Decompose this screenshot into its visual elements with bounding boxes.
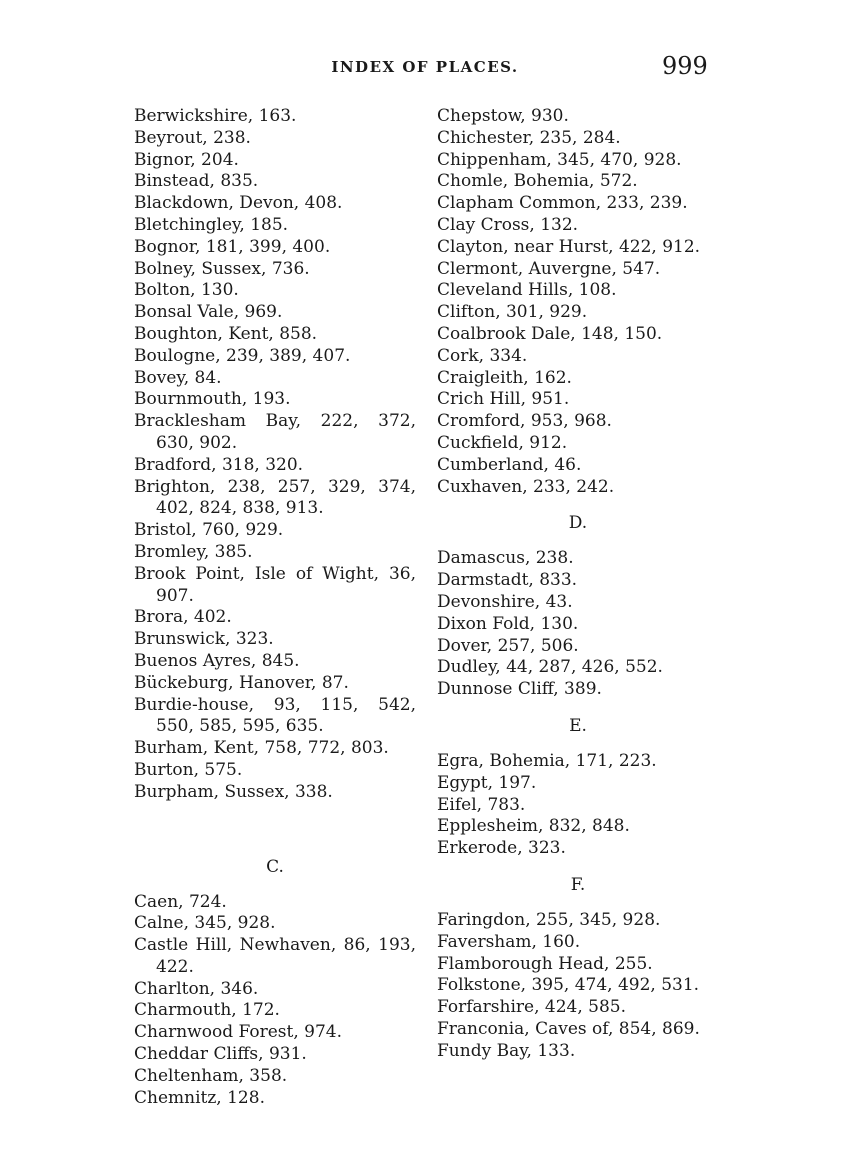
index-entry: Clermont, Auvergne, 547. [437, 258, 661, 279]
index-entry: Burpham, Sussex, 338. [134, 781, 333, 802]
index-entry: Chippenham, 345, 470, 928. [437, 149, 682, 170]
index-entry: Cromford, 953, 968. [437, 411, 612, 432]
index-entry: Fundy Bay, 133. [437, 1040, 576, 1061]
index-entry: Faringdon, 255, 345, 928. [437, 909, 661, 930]
index-entry: Dover, 257, 506. [437, 635, 579, 656]
index-entry: Dunnose Cliff, 389. [437, 679, 602, 700]
section-letter: E. [569, 715, 587, 736]
index-entry: Bracklesham Bay, 222, 372, 630, 902. [134, 411, 416, 453]
index-entry: Blackdown, Devon, 408. [134, 193, 343, 214]
index-entry: Chichester, 235, 284. [437, 127, 621, 148]
index-entry: Erkerode, 323. [437, 838, 566, 859]
index-entry: Eifel, 783. [437, 794, 526, 815]
index-entry: Bückeburg, Hanover, 87. [134, 672, 349, 693]
index-entry: Chemnitz, 128. [134, 1087, 265, 1108]
index-entry: Calne, 345, 928. [134, 913, 276, 934]
index-entry: Egypt, 197. [437, 772, 537, 793]
index-entry: Dudley, 44, 287, 426, 552. [437, 657, 663, 678]
index-entry: Cork, 334. [437, 345, 528, 366]
index-entry: Charmouth, 172. [134, 1000, 280, 1021]
section-letter: C. [266, 856, 284, 877]
index-entry: Clay Cross, 132. [437, 214, 579, 235]
index-entry: Bolton, 130. [134, 280, 239, 301]
index-entry: Bignor, 204. [134, 149, 239, 170]
index-entry: Bradford, 318, 320. [134, 454, 304, 475]
index-entry: Clifton, 301, 929. [437, 302, 588, 323]
index-entry: Charlton, 346. [134, 978, 259, 999]
index-entry: Craigleith, 162. [437, 367, 572, 388]
index-entry: Cuxhaven, 233, 242. [437, 476, 615, 497]
index-entry: Cheddar Cliffs, 931. [134, 1044, 307, 1065]
section-letter: F. [570, 874, 586, 895]
index-entry: Clapham Common, 233, 239. [437, 193, 688, 214]
index-entry: Cleveland Hills, 108. [437, 280, 617, 301]
index-entry: Damascus, 238. [437, 548, 574, 569]
index-entry: Bolney, Sussex, 736. [134, 258, 310, 279]
index-entry: Epplesheim, 832, 848. [437, 816, 630, 837]
page-number: 999 [662, 52, 708, 80]
index-entry: Beyrout, 238. [134, 127, 251, 148]
index-entry: Bournmouth, 193. [134, 389, 291, 410]
index-entry: Crich Hill, 951. [437, 389, 570, 410]
index-entry: Cheltenham, 358. [134, 1065, 288, 1086]
index-entry: Charnwood Forest, 974. [134, 1022, 342, 1043]
index-entry: Coalbrook Dale, 148, 150. [437, 323, 663, 344]
index-entry: Boulogne, 239, 389, 407. [134, 345, 351, 366]
index-entry: Boughton, Kent, 858. [134, 323, 318, 344]
index-column-left [134, 106, 416, 1109]
index-entry: Bonsal Vale, 969. [134, 302, 283, 323]
index-entry: Brora, 402. [134, 607, 232, 628]
index-entry: Bristol, 760, 929. [134, 520, 284, 541]
running-header: INDEX OF PLACES. [331, 58, 519, 76]
index-entry: Bovey, 84. [134, 367, 222, 388]
index-entry: Forfarshire, 424, 585. [437, 997, 626, 1018]
index-entry: Folkstone, 395, 474, 492, 531. [437, 975, 700, 996]
index-entry: Brighton, 238, 257, 329, 374, 402, 824, 838, 913. [134, 476, 416, 519]
index-entry: Burton, 575. [134, 759, 243, 780]
index-entry: Cumberland, 46. [437, 454, 582, 475]
index-entry: Brook Point, Isle of Wight, 36, 907. [134, 563, 416, 606]
index-entry: Devonshire, 43. [437, 591, 573, 612]
index-entry: Binstead, 835. [134, 171, 259, 192]
index-entry: Bletchingley, 185. [134, 214, 289, 235]
index-entry: Cuckfield, 912. [437, 432, 568, 453]
index-entry: Burdie-house, 93, 115, 542, 550, 585, 595, 635. [134, 694, 416, 737]
index-entry: Chomle, Bohemia, 572. [437, 171, 638, 192]
index-entry: Chepstow, 930. [437, 106, 569, 126]
index-column-right [437, 106, 719, 1062]
index-entry: Berwickshire, 163. [134, 106, 297, 126]
index-entry: Castle Hill, Newhaven, 86, 193, 422. [134, 935, 416, 977]
index-entry: Caen, 724. [134, 891, 227, 912]
index-entry: Clayton, near Hurst, 422, 912. [437, 236, 701, 257]
index-entry: Franconia, Caves of, 854, 869. [437, 1018, 700, 1039]
index-entry: Brunswick, 323. [134, 629, 274, 650]
index-entry: Faversham, 160. [437, 931, 581, 952]
index-entry: Bromley, 385. [134, 541, 253, 562]
index-entry: Burham, Kent, 758, 772, 803. [134, 738, 389, 759]
index-entry: Bognor, 181, 399, 400. [134, 236, 331, 257]
index-entry: Buenos Ayres, 845. [134, 650, 300, 671]
index-entry: Dixon Fold, 130. [437, 613, 579, 634]
index-entry: Egra, Bohemia, 171, 223. [437, 750, 657, 771]
index-entry: Flamborough Head, 255. [437, 953, 653, 974]
section-letter: D. [568, 513, 588, 534]
index-entry: Darmstadt, 833. [437, 570, 578, 591]
